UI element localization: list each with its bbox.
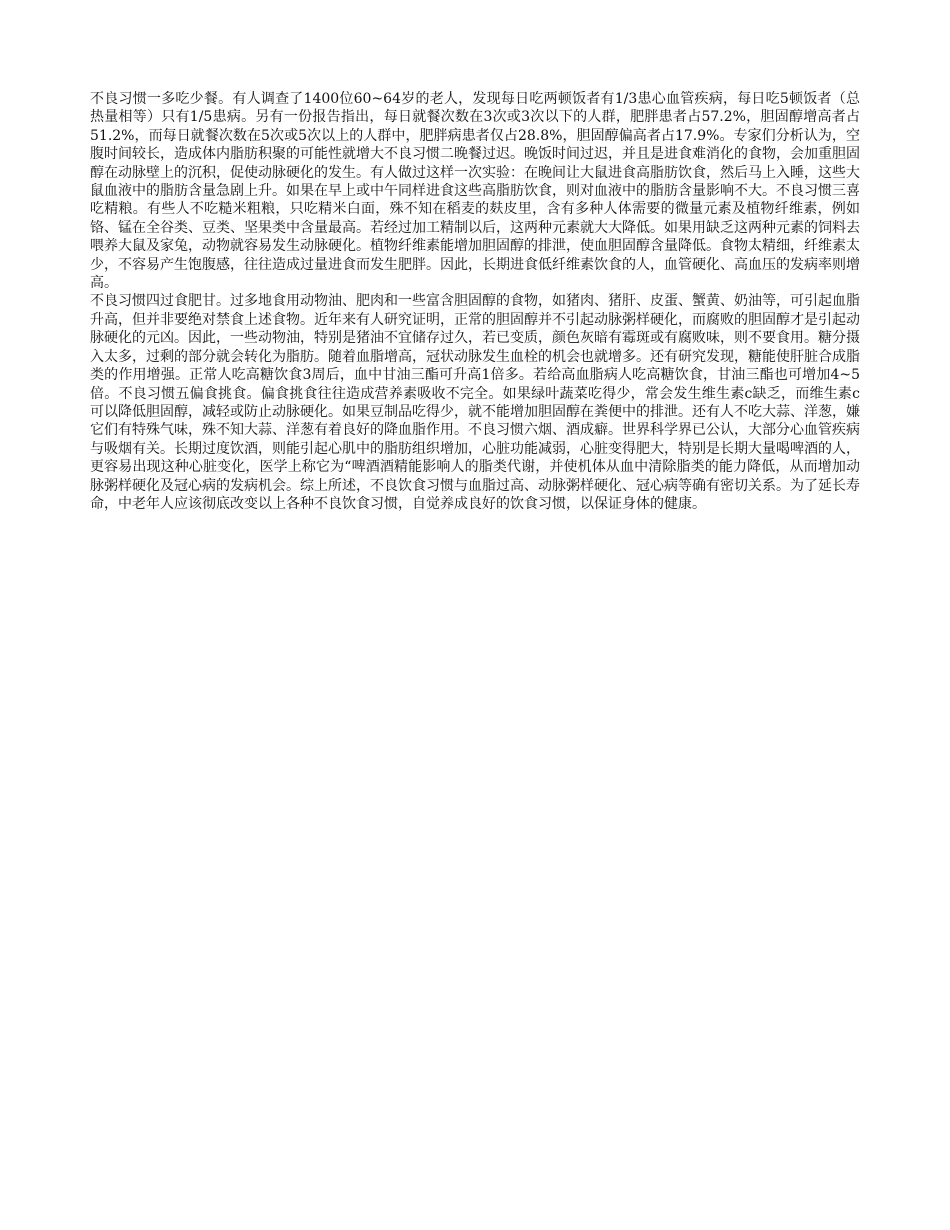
document-page — [90, 90, 860, 513]
paragraph-1: 不良习惯一多吃少餐。有人调查了1400位60~64岁的老人，发现每日吃两顿饭者有1/3患心血管疾病，每日吃5顿饭者（总热量相等）只有1/5患病。另有一份报告指出，每日就餐次数在3次或3次以下的人群，肥胖患者占57.2%，胆固醇增高者占51.2%，而每日就餐次数在5次或5次以上的人群中，肥胖病患者仅占28.8%，胆固醇偏高者占17.9%。专家们分析认为，空腹时间较长，造成体内脂肪积聚的可能性就增大不良习惯二晚餐过迟。晚饭时间过迟，并且是进食难消化的食物，会加重胆固醇在动脉壁上的沉积，促使动脉硬化的发生。有人做过这样一次实验：在晚间让大鼠进食高脂肪饮食，然后马上入睡，这些大鼠血液中的脂肪含量急剧上升。如果在早上或中午同样进食这些高脂肪饮食，则对血液中的脂肪含量影响不大。不良习惯三喜吃精粮。有些人不吃糙米粗粮，只吃精米白面，殊不知在稻麦的麸皮里，含有多种人体需要的微量元素及植物纤维素，例如铬、锰在全谷类、豆类、坚果类中含量最高。若经过加工精制以后，这两种元素就大大降低。如果用缺乏这两种元素的饲料去喂养大鼠及家兔，动物就容易发生动脉硬化。植物纤维素能增加胆固醇的排泄，使血胆固醇含量降低。食物太精细，纤维素太少，不容易产生饱腹感，往往造成过量进食而发生肥胖。因此，长期进食低纤维素饮食的人，血管硬化、高血压的发病率则增高。 — [90, 91, 860, 292]
paragraph-2: 不良习惯四过食肥甘。过多地食用动物油、肥肉和一些富含胆固醇的食物，如猪肉、猪肝、皮蛋、蟹黄、奶油等，可引起血脂升高，但并非要绝对禁食上述食物。近年来有人研究证明，正常的胆固醇并不引起动脉粥样硬化，而腐败的胆固醇才是引起动脉硬化的元凶。因此，一些动物油，特别是猪油不宜储存过久，若已变质，颜色灰暗有霉斑或有腐败味，则不要食用。糖分摄入太多，过剩的部分就会转化为脂肪。随着血脂增高，冠状动脉发生血栓的机会也就增多。还有研究发现，糖能使肝脏合成脂类的作用增强。正常人吃高糖饮食3周后，血中甘油三酯可升高1倍多。若给高血脂病人吃高糖饮食，甘油三酯也可增加4~5倍。不良习惯五偏食挑食。偏食挑食往往造成营养素吸收不完全。如果绿叶蔬菜吃得少，常会发生维生素c缺乏，而维生素c可以降低胆固醇，减轻或防止动脉硬化。如果豆制品吃得少，就不能增加胆固醇在粪便中的排泄。还有人不吃大蒜、洋葱，嫌它们有特殊气味，殊不知大蒜、洋葱有着良好的降血脂作用。不良习惯六烟、酒成癖。世界科学界已公认，大部分心血管疾病与吸烟有关。长期过度饮酒，则能引起心肌中的脂肪组织增加，心脏功能减弱，心脏变得肥大，特别是长期大量喝啤酒的人，更容易出现这种心脏变化，医学上称它为“啤酒酒精能影响人的脂类代谢，并使机体从血中清除脂类的能力降低，从而增加动脉粥样硬化及冠心病的发病机会。综上所述，不良饮食习惯与血脂过高、动脉粥样硬化、冠心病等确有密切关系。为了延长寿命，中老年人应该彻底改变以上各种不良饮食习惯，自觉养成良好的饮食习惯，以保证身体的健康。 — [90, 293, 860, 512]
